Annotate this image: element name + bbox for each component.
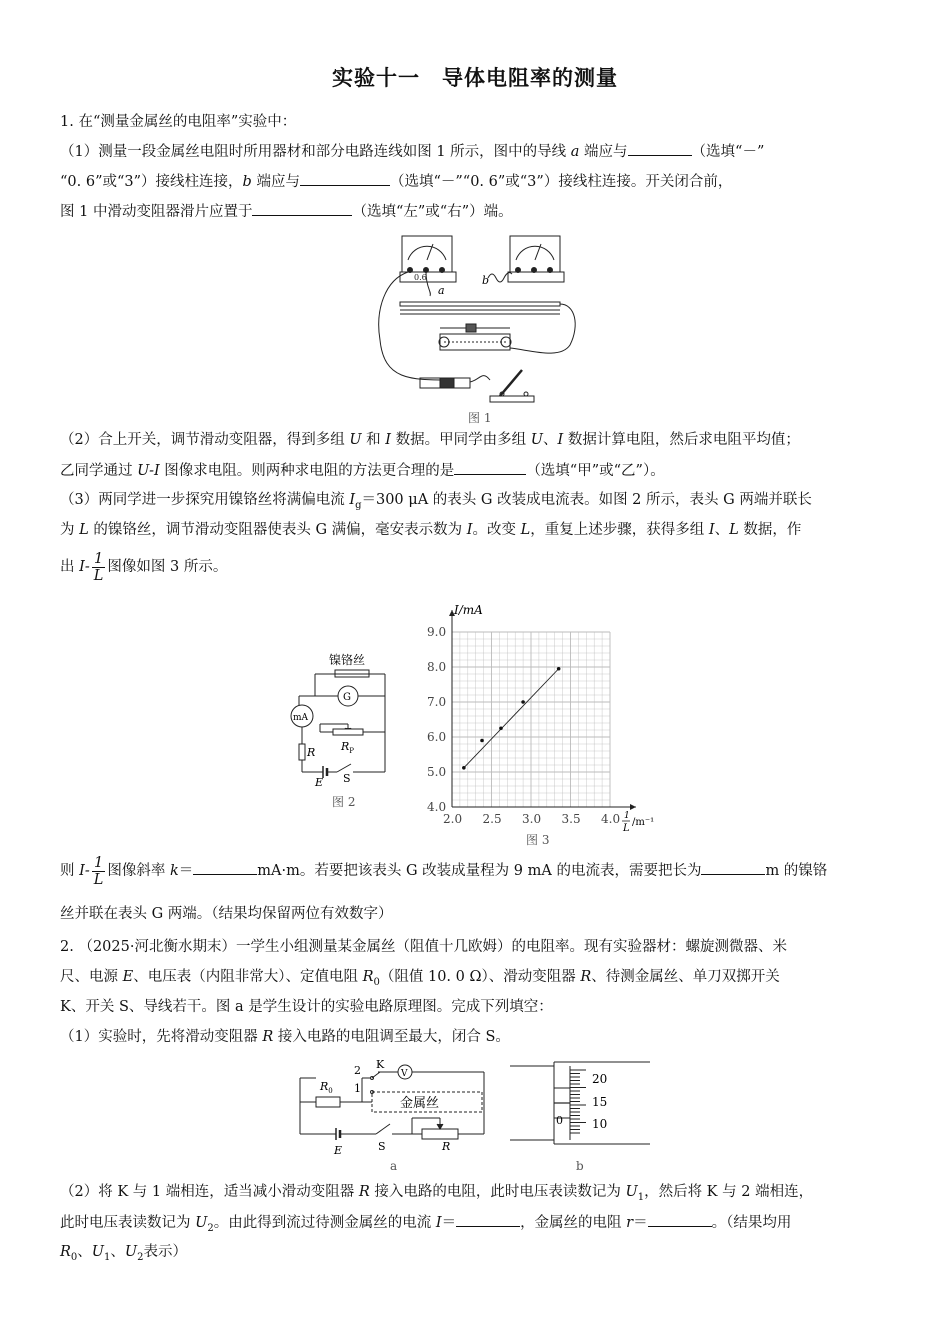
figure-2-caption: 图 2	[332, 795, 356, 809]
q2-part1: （1）实验时，先将滑动变阻器 R 接入电路的电阻调至最大，闭合 S。	[60, 1029, 510, 1045]
answer-blank[interactable]	[648, 1212, 712, 1227]
k-label: K	[376, 1058, 385, 1071]
y-tick-label: 6.0	[427, 730, 447, 744]
voltmeter-icon	[402, 236, 452, 272]
rp-label: $R_P$	[341, 740, 355, 755]
r-label: R	[307, 746, 316, 759]
fit-line	[464, 669, 559, 768]
q1-part2-line2: 乙同学通过 U-I 图像求电阻。则两种求电阻的方法更合理的是 （选填“甲”或“乙”）。	[60, 460, 900, 481]
metal-wire-label: 金属丝	[400, 1096, 440, 1111]
k-terminal-2: 2	[354, 1064, 361, 1077]
figure-b-micrometer	[510, 1058, 660, 1176]
q1-part1-line3: 图 1 中滑动变阻器滑片应置于 （选填“左”或“右”）端。	[60, 201, 900, 222]
s-label: S	[378, 1140, 386, 1153]
q1-part1-line1: （1）测量一段金属丝电阻时所用器材和部分电路连线如图 1 所示，图中的导线 a 端应与 （选填“－”	[60, 141, 900, 162]
figure-1-caption: 图 1	[468, 411, 492, 425]
x-tick-label: 2.0	[443, 812, 463, 826]
y-axis-label: I/mA	[454, 603, 483, 617]
s-label: S	[343, 772, 351, 785]
figure-1-apparatus	[370, 230, 590, 430]
q2-line1: 2. （2025·河北衡水期末）一学生小组测量某金属丝（阻值十几欧姆）的电阻率。现有实验器材：螺旋测微器、米	[60, 939, 787, 955]
q2-line2: 尺、电源 E、电压表（内阻非常大）、定值电阻 $R_0$（阻值 10. 0 Ω）、滑动变阻器 R、待测金属丝、单刀双掷开关	[60, 969, 780, 988]
switch-s-icon	[376, 1124, 390, 1134]
figure-a-circuit	[292, 1058, 498, 1176]
x-axis-label-unit: /m⁻¹	[632, 817, 655, 828]
q1-part4-line2: 丝并联在表头 G 两端。（结果均保留两位有效数字）	[60, 906, 393, 922]
e-label: E	[334, 1144, 343, 1157]
rheostat-icon	[422, 1129, 458, 1139]
data-point	[499, 726, 503, 730]
q1-part2-line1: （2）合上开关，调节滑动变阻器，得到多组 U 和 I 数据。甲同学由多组 U、I 数据计算电阻，然后求电阻平均值；	[60, 432, 800, 448]
x-tick-label: 4.0	[601, 812, 621, 826]
y-tick-label: 8.0	[427, 660, 447, 674]
figure-3-chart	[418, 600, 668, 850]
r0-label: $R_0$	[320, 1080, 333, 1095]
scale-10: 10	[592, 1117, 608, 1131]
scale-15: 15	[592, 1095, 608, 1109]
y-tick-label: 7.0	[427, 695, 447, 709]
x-axis-label-denominator: L	[623, 823, 630, 834]
rheostat-icon	[333, 729, 363, 735]
figure-3-caption: 图 3	[526, 833, 550, 847]
q1-part3-line2: 为 L 的镍铬丝，调节滑动变阻器使表头 G 满偏，毫安表示数为 I。改变 L，重复上述步骤，获得多组 I、L 数据，作	[60, 522, 802, 538]
rheostat-icon	[440, 334, 510, 350]
switch-icon	[337, 764, 351, 772]
e-label: E	[315, 776, 324, 789]
q2-part2-line1: （2）将 K 与 1 端相连，适当减小滑动变阻器 R 接入电路的电阻，此时电压表读数记为 $U_1$，然后将 K 与 2 端相连，	[60, 1184, 814, 1203]
x-tick-label: 2.5	[482, 812, 502, 826]
answer-blank[interactable]	[300, 171, 390, 186]
g-label: G	[343, 692, 351, 703]
resistor-icon	[299, 744, 305, 760]
answer-blank[interactable]	[252, 201, 352, 216]
y-tick-label: 5.0	[427, 765, 447, 779]
data-point	[557, 667, 561, 671]
switch-icon	[490, 396, 534, 402]
scale-20: 20	[592, 1072, 608, 1086]
y-tick-label: 4.0	[427, 800, 447, 814]
label-b: b	[482, 274, 490, 287]
q1-part1-line2: “0. 6”或“3”）接线柱连接，b 端应与 （选填“－”“0. 6”或“3”）接线柱连接。开关闭合前，	[60, 171, 900, 192]
q1-part3-line3: 出 I- $\frac{1}{L}$ 图像如图 3 所示。	[60, 550, 228, 584]
q1-part3-line1: （3）两同学进一步探究用镍铬丝将满偏电流 $I_g=300$ μA 的表头 G 改装成电流表。如图 2 所示，表头 G 两端并联长	[60, 492, 812, 511]
data-point	[480, 739, 484, 743]
answer-blank[interactable]	[454, 460, 526, 475]
nichrome-label: 镍铬丝	[329, 653, 366, 667]
v-label: V	[401, 1069, 408, 1079]
figure-b-caption: b	[576, 1159, 584, 1173]
q2-part2-line3: $R_0$、$U_1$、$U_2$表示）	[60, 1244, 188, 1263]
micrometer-zero: 0	[556, 1114, 563, 1127]
label-a: a	[438, 284, 445, 297]
fraction: $\frac{1}{L}$	[93, 854, 104, 888]
fraction: $\frac{1}{L}$	[93, 550, 104, 584]
q1-part4-line1: 则 I- $\frac{1}{L}$ 图像斜率 k＝ mA·m。若要把该表头 G 改装成量程为 9 mA 的电流表，需要把长为 m 的镍铬	[60, 854, 828, 888]
page-title: 实验十一 导体电阻率的测量	[332, 66, 618, 90]
answer-blank[interactable]	[456, 1212, 520, 1227]
data-point	[521, 700, 525, 704]
k-terminal-1: 1	[354, 1082, 361, 1095]
x-tick-label: 3.0	[522, 812, 542, 826]
y-tick-label: 9.0	[427, 625, 447, 639]
answer-blank[interactable]	[701, 860, 765, 875]
meter-label: 0.6	[414, 273, 427, 282]
ma-label: mA	[293, 713, 309, 723]
x-tick-label: 3.5	[561, 812, 581, 826]
thimble-scale-ticks	[570, 1070, 586, 1133]
ammeter-icon	[510, 236, 560, 272]
r-label: R	[442, 1140, 451, 1153]
answer-blank[interactable]	[193, 860, 257, 875]
q1-intro: 1. 在“测量金属丝的电阻率”实验中：	[60, 114, 297, 130]
figure-2-circuit	[285, 650, 405, 812]
figure-a-caption: a	[390, 1159, 398, 1173]
data-point	[462, 766, 466, 770]
q2-part2-line2: 此时电压表读数记为 $U_2$。由此得到流过待测金属丝的电流 I＝ ，金属丝的电阻 r＝ 。（结果均用	[60, 1212, 900, 1239]
q2-line3: K、开关 S、导线若干。图 a 是学生设计的实验电路原理图。完成下列填空：	[60, 999, 553, 1015]
answer-blank[interactable]	[628, 141, 692, 156]
x-axis-arrow	[630, 804, 636, 810]
x-axis-label-numerator: 1	[624, 811, 630, 821]
r0-resistor-icon	[316, 1097, 340, 1107]
